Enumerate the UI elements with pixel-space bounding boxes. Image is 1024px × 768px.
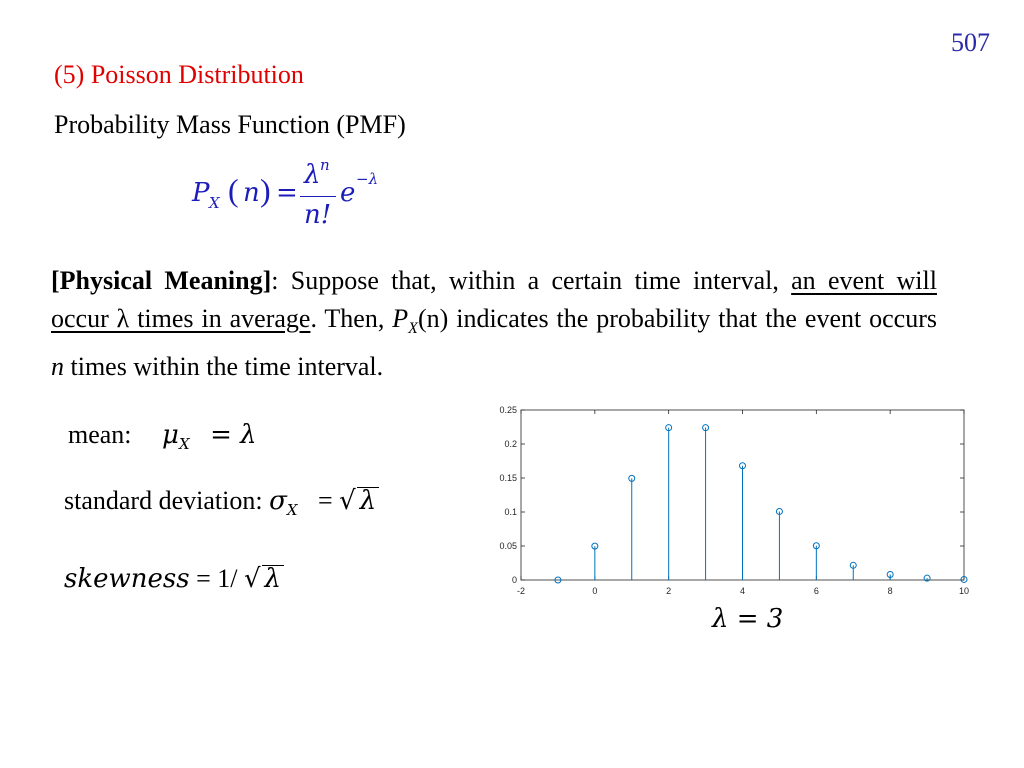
- pmf-equals: =: [276, 178, 298, 208]
- y-tick-label: 0.25: [499, 405, 517, 415]
- meaning-px-arg: (n): [417, 304, 449, 333]
- poisson-stem-chart: [480, 398, 990, 608]
- pmf-lhs-arg: n: [243, 178, 260, 208]
- skewness-formula: [64, 564, 284, 594]
- x-tick-label: -2: [516, 586, 526, 596]
- mean-symbol: μ: [162, 420, 179, 450]
- pmf-numerator: λ: [304, 160, 321, 190]
- pmf-exp-power: −λ: [356, 170, 379, 188]
- pmf-exp-base: e: [340, 178, 356, 208]
- page-number: 507: [951, 28, 990, 57]
- y-tick-label: 0: [511, 575, 517, 585]
- std-rhs: λ: [357, 487, 379, 514]
- y-tick-label: 0.15: [499, 473, 517, 483]
- x-tick-label: 8: [887, 586, 893, 596]
- pmf-lhs-symbol: P: [192, 178, 210, 208]
- std-sub: X: [286, 501, 298, 520]
- lambda-label: λ = 3: [712, 604, 784, 634]
- meaning-text-4: times within the time interval.: [64, 352, 384, 382]
- std-symbol: σ: [269, 486, 287, 516]
- sqrt-icon: √: [339, 486, 356, 516]
- pmf-numerator-power: n: [320, 156, 330, 174]
- mean-sub: X: [178, 435, 190, 454]
- mean-rhs: = λ: [210, 420, 257, 450]
- std-equals: =: [318, 486, 333, 515]
- sqrt-icon: √: [243, 564, 261, 594]
- skew-label: skewness: [64, 564, 190, 594]
- meaning-text-1: : Suppose that, within a certain time interval,: [271, 266, 792, 295]
- physical-meaning-paragraph: [51, 262, 937, 386]
- y-tick-label: 0.2: [504, 439, 517, 449]
- mean-formula: [68, 420, 257, 453]
- pmf-fraction-bar: [300, 196, 336, 197]
- x-tick-label: 2: [666, 586, 672, 596]
- y-tick-label: 0.05: [499, 541, 517, 551]
- meaning-px-symbol: P: [392, 304, 409, 333]
- pmf-denominator: n!: [304, 200, 332, 230]
- pmf-paren-close: ): [260, 172, 271, 208]
- std-formula: [64, 486, 379, 519]
- x-tick-label: 10: [958, 586, 970, 596]
- skew-equals: = 1/: [196, 564, 238, 593]
- mean-label: mean:: [68, 420, 132, 449]
- x-tick-label: 4: [739, 586, 746, 596]
- skew-rhs: λ: [262, 565, 284, 592]
- meaning-text-3: indicates the probability that the event occurs: [448, 304, 937, 333]
- meaning-text-2: . Then,: [310, 304, 393, 333]
- meaning-underlined: an event will occur λ times in average: [51, 266, 937, 333]
- pmf-paren-open: (: [228, 172, 239, 208]
- section-title: (5) Poisson Distribution: [54, 60, 304, 89]
- meaning-n: n: [51, 352, 64, 382]
- x-tick-label: 0: [592, 586, 598, 596]
- y-tick-label: 0.1: [504, 507, 517, 517]
- meaning-px-sub: X: [408, 320, 418, 338]
- subtitle: Probability Mass Function (PMF): [54, 110, 406, 139]
- std-label: standard deviation:: [64, 486, 263, 515]
- meaning-label: [Physical Meaning]: [51, 266, 272, 295]
- pmf-lhs-subscript: X: [209, 194, 220, 212]
- pmf-formula: [192, 156, 412, 236]
- x-tick-label: 6: [813, 586, 819, 596]
